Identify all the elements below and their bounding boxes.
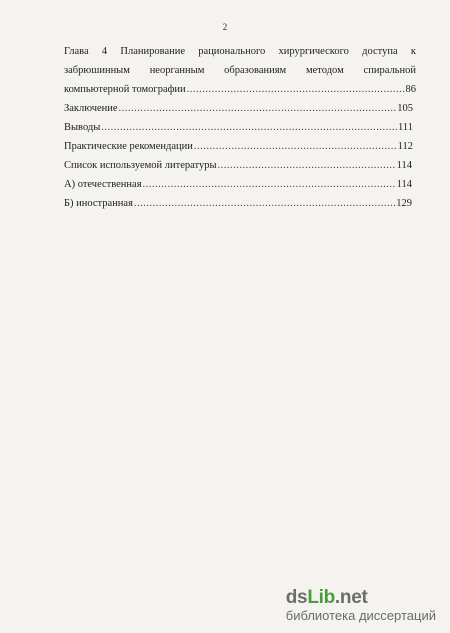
dot-leader xyxy=(194,137,397,156)
toc-entry-page: 86 xyxy=(405,84,416,95)
toc-entry-title: Выводы xyxy=(64,122,101,133)
chapter-4-heading-line-1 xyxy=(64,42,416,61)
toc-word: спиральной xyxy=(363,65,416,76)
toc-entry xyxy=(64,137,413,156)
table-of-contents xyxy=(64,42,416,213)
toc-entry-page: 112 xyxy=(397,141,413,152)
toc-entry-page: 105 xyxy=(397,103,413,114)
logo-lib: Lib xyxy=(307,587,335,608)
toc-word: доступа xyxy=(362,46,398,57)
toc-entry-page: 114 xyxy=(396,179,412,190)
toc-entry-page: 129 xyxy=(396,198,412,209)
dslib-logo xyxy=(286,588,436,608)
toc-word: рационального xyxy=(198,46,266,57)
toc-entry-title: компьютерной томографии xyxy=(64,84,186,95)
toc-word: неорганным xyxy=(149,65,205,76)
page-number: 2 xyxy=(222,22,228,32)
toc-word: к xyxy=(410,46,416,57)
toc-entry xyxy=(64,99,413,118)
toc-entry xyxy=(64,175,412,194)
toc-entry-title: Практические рекомендации xyxy=(64,141,193,152)
toc-entry-title: А) отечественная xyxy=(64,179,142,190)
dslib-watermark xyxy=(286,588,436,623)
dot-leader xyxy=(134,194,395,213)
toc-word: хирургического xyxy=(278,46,349,57)
toc-entry xyxy=(64,194,412,213)
toc-entry xyxy=(64,118,413,137)
toc-entry-title: Б) иностранная xyxy=(64,198,133,209)
toc-word: забрюшинным xyxy=(64,65,130,76)
dot-leader xyxy=(101,118,397,137)
chapter-4-heading-line-2 xyxy=(64,61,416,80)
toc-entry-page: 111 xyxy=(398,122,413,133)
dot-leader xyxy=(218,156,396,175)
toc-entry xyxy=(64,156,412,175)
toc-entry-page: 114 xyxy=(396,160,412,171)
dot-leader xyxy=(119,99,397,118)
toc-word: образованиям xyxy=(224,65,287,76)
dot-leader xyxy=(187,80,405,99)
toc-word: Планирование xyxy=(120,46,186,57)
chapter-4-heading-line-3 xyxy=(64,80,416,99)
dot-leader xyxy=(143,175,396,194)
logo-ds: ds xyxy=(285,587,308,608)
toc-word: Глава xyxy=(64,46,89,57)
toc-word: 4 xyxy=(101,46,108,57)
logo-tld: .net xyxy=(334,587,368,608)
toc-entry-title: Список используемой литературы xyxy=(64,160,217,171)
toc-entry-title: Заключение xyxy=(64,103,118,114)
watermark-tagline: библиотека диссертаций xyxy=(285,608,436,623)
toc-word: методом xyxy=(306,65,344,76)
